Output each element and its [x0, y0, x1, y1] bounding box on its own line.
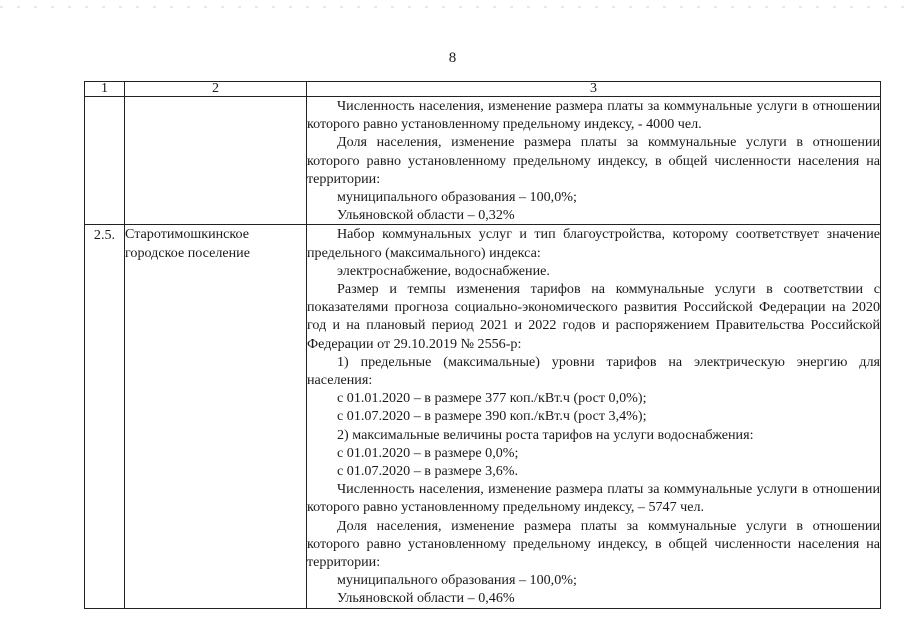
- tariff-table: [84, 81, 881, 609]
- header-col-1: 1: [85, 82, 125, 97]
- paragraph: муниципального образования – 100,0%;: [337, 189, 577, 206]
- paragraph: с 01.07.2020 – в размере 390 коп./кВт.ч (рост 3,4%);: [337, 408, 647, 425]
- paragraph: Набор коммунальных услуг и тип благоустройства, которому соответствует значение предельного (максимального) индекса:: [307, 226, 880, 261]
- paragraph: с 01.07.2020 – в размере 3,6%.: [337, 463, 519, 480]
- header-col-3: 3: [307, 82, 881, 97]
- paragraph: с 01.01.2020 – в размере 0,0%;: [337, 444, 519, 461]
- row-description: [307, 97, 881, 225]
- settlement-name: Старотимошкинское городское поселение: [125, 225, 307, 608]
- paragraph: муниципального образования – 100,0%;: [337, 572, 577, 589]
- paragraph: с 01.01.2020 – в размере 377 коп./кВт.ч (рост 0,0%);: [337, 390, 647, 407]
- row-description: [307, 225, 881, 608]
- paragraph: Доля населения, изменение размера платы за коммунальные услуги в отношении которого равно установленному предельному индексу, в общей численности населения на территории:: [307, 134, 880, 187]
- table-row: [85, 225, 881, 608]
- paragraph: 1) предельные (максимальные) уровни тарифов на электрическую энергию для населения:: [307, 353, 880, 389]
- paragraph: 2) максимальные величины роста тарифов на услуги водоснабжения:: [337, 426, 754, 443]
- page-number: 8: [448, 50, 457, 66]
- table-header-row: [85, 82, 881, 97]
- row-number: [85, 97, 125, 225]
- paragraph: Численность населения, изменение размера платы за коммунальные услуги в отношении которого равно установленному предельному индексу, – 5747 чел.: [307, 481, 880, 516]
- paragraph: электроснабжение, водоснабжение.: [337, 262, 550, 279]
- paragraph: Численность населения, изменение размера платы за коммунальные услуги в отношении которого равно установленному предельному индексу, - 4000 чел.: [307, 98, 880, 133]
- header-col-2: 2: [125, 82, 307, 97]
- paragraph: Ульяновской области – 0,32%: [337, 207, 515, 224]
- paragraph: Доля населения, изменение размера платы за коммунальные услуги в отношении которого равно установленному предельному индексу, в общей численности населения на территории:: [307, 517, 880, 571]
- settlement-name: [125, 97, 307, 225]
- table-row: [85, 97, 881, 225]
- row-number: 2.5.: [85, 225, 125, 608]
- paragraph: Размер и темпы изменения тарифов на коммунальные услуги в соответствии с показателями прогноза социально-экономического развития Российской Федерации на 2020 год и на плановый период 2021 и 2022 годов и распоряжением Правительства Российской Федерации от 29.10.2019 № 2556-р:: [307, 281, 880, 352]
- paragraph: Ульяновской области – 0,46%: [337, 590, 515, 607]
- scan-artifact-line: [0, 6, 905, 8]
